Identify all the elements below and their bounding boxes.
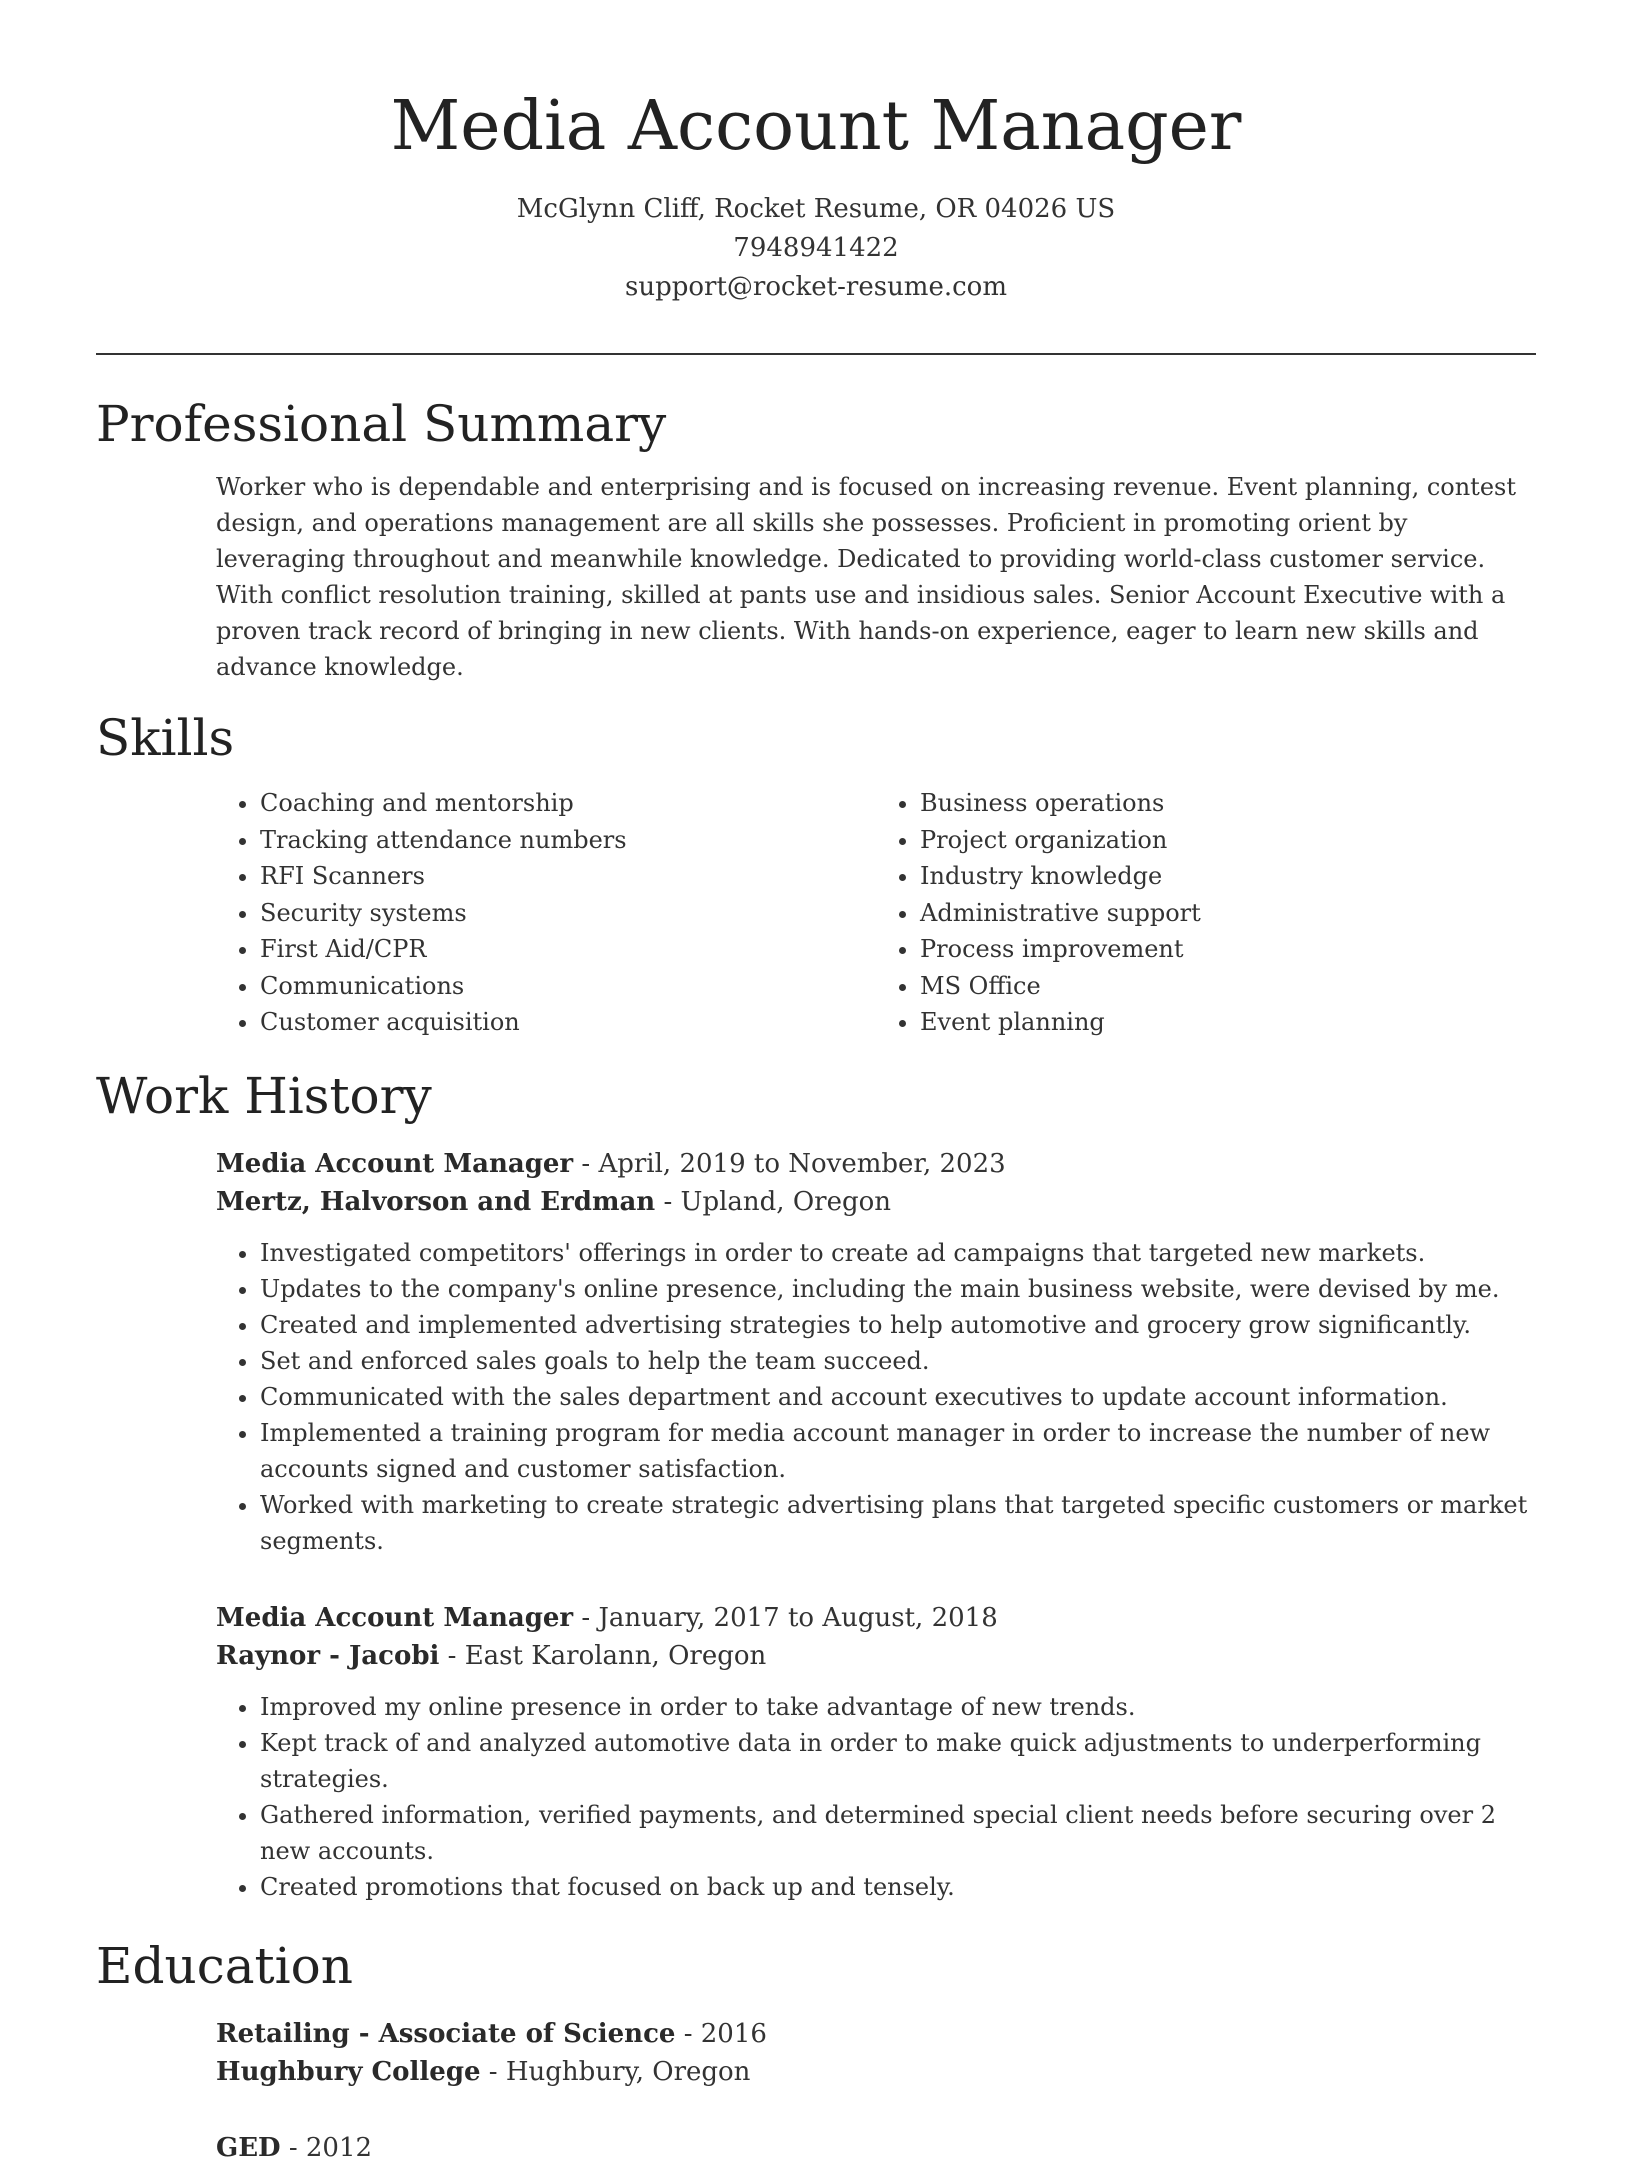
summary-heading: Professional Summary	[96, 395, 667, 453]
skill-item: • Coaching and mentorship	[260, 785, 876, 822]
job-bullet: • Set and enforced sales goals to help the team succeed.	[260, 1343, 1536, 1379]
school-line	[216, 2053, 1536, 2091]
job-company: Mertz, Halvorson and Erdman	[216, 1186, 656, 1217]
skill-item: • First Aid/CPR	[260, 931, 876, 968]
job-bullet: • Implemented a training program for media account manager in order to increase the number of new accounts signed and customer satisfaction.	[260, 1415, 1536, 1487]
job-location: - Upland, Oregon	[655, 1186, 891, 1217]
skill-item: • Communications	[260, 968, 876, 1005]
job-bullet: • Investigated competitors' offerings in order to create ad campaigns that targeted new markets.	[260, 1235, 1536, 1271]
degree: Retailing - Associate of Science	[216, 2018, 676, 2049]
resume-header	[0, 0, 1632, 307]
skills-heading: Skills	[96, 709, 235, 767]
job-entry	[216, 1145, 1536, 1559]
address: McGlynn Cliff, Rocket Resume, OR 04026 US	[516, 194, 1116, 224]
degree-line	[216, 2129, 1536, 2167]
job-title: Media Account Manager	[216, 1602, 574, 1633]
school: Hughbury College	[216, 2056, 481, 2087]
job-entry	[216, 1599, 1536, 1905]
phone: 7948941422	[733, 233, 899, 263]
job-company-line	[216, 1637, 1536, 1675]
job-title: Media Account Manager	[216, 1148, 574, 1179]
education-heading: Education	[96, 1936, 353, 1995]
job-location: - East Karolann, Oregon	[439, 1640, 767, 1671]
contact-info	[0, 190, 1632, 307]
skill-item: • Business operations	[920, 785, 1536, 822]
job-bullets	[216, 1689, 1536, 1905]
skill-item: • MS Office	[920, 968, 1536, 1005]
job-bullet: • Communicated with the sales department and account executives to update account information.	[260, 1379, 1536, 1415]
skills-column-right	[876, 785, 1536, 1041]
email: support@rocket-resume.com	[624, 272, 1007, 302]
skills-list	[216, 785, 1536, 1041]
skill-item: • Tracking attendance numbers	[260, 822, 876, 859]
skill-item: • Event planning	[920, 1004, 1536, 1041]
skills-column-left	[216, 785, 876, 1041]
degree-year: - 2012	[280, 2132, 373, 2163]
job-company-line	[216, 1183, 1536, 1221]
skill-item: • Administrative support	[920, 895, 1536, 932]
job-bullet: • Kept track of and analyzed automotive data in order to make quick adjustments to underperforming strategies.	[260, 1725, 1536, 1797]
job-title-line	[216, 1599, 1536, 1637]
skill-item: • Industry knowledge	[920, 858, 1536, 895]
job-bullet: • Created and implemented advertising strategies to help automotive and grocery grow significantly.	[260, 1307, 1536, 1343]
job-bullet: • Worked with marketing to create strategic advertising plans that targeted specific customers or market segments.	[260, 1487, 1536, 1559]
job-bullet: • Created promotions that focused on back up and tensely.	[260, 1869, 1536, 1905]
job-bullets	[216, 1235, 1536, 1559]
job-bullet: • Improved my online presence in order to take advantage of new trends.	[260, 1689, 1536, 1725]
skill-item: • Process improvement	[920, 931, 1536, 968]
header-divider	[96, 353, 1536, 355]
resume-name: Media Account Manager	[390, 87, 1242, 166]
job-bullet: • Updates to the company's online presence, including the main business website, were devised by me.	[260, 1271, 1536, 1307]
job-bullet: • Gathered information, verified payments, and determined special client needs before securing over 2 new accounts.	[260, 1797, 1536, 1869]
skill-item: • Security systems	[260, 895, 876, 932]
work-history-heading: Work History	[96, 1066, 432, 1125]
job-dates: - April, 2019 to November, 2023	[573, 1148, 1006, 1179]
school-location: - Hughbury, Oregon	[480, 2056, 751, 2087]
skill-item: • Project organization	[920, 822, 1536, 859]
degree: GED	[216, 2132, 281, 2163]
job-title-line	[216, 1145, 1536, 1183]
job-company: Raynor - Jacobi	[216, 1640, 440, 1671]
education-entry	[216, 2015, 1536, 2091]
summary-text: Worker who is dependable and enterprising and is focused on increasing revenue. Event planning, contest design, and operations management are all skills she possesses. Proficient in promoting orient by leveraging throughout and meanwhile knowledge. Dedicated to providing world-class customer service. With conflict resolution training, skilled at pants use and insidious sales. Senior Account Executive with a proven track record of bringing in new clients. With hands-on experience, eager to learn new skills and advance knowledge.	[216, 473, 1516, 681]
job-dates: - January, 2017 to August, 2018	[573, 1602, 998, 1633]
skill-item: • Customer acquisition	[260, 1004, 876, 1041]
degree-year: - 2016	[675, 2018, 767, 2049]
skill-item: • RFI Scanners	[260, 858, 876, 895]
education-entry	[216, 2129, 1536, 2167]
degree-line	[216, 2015, 1536, 2053]
